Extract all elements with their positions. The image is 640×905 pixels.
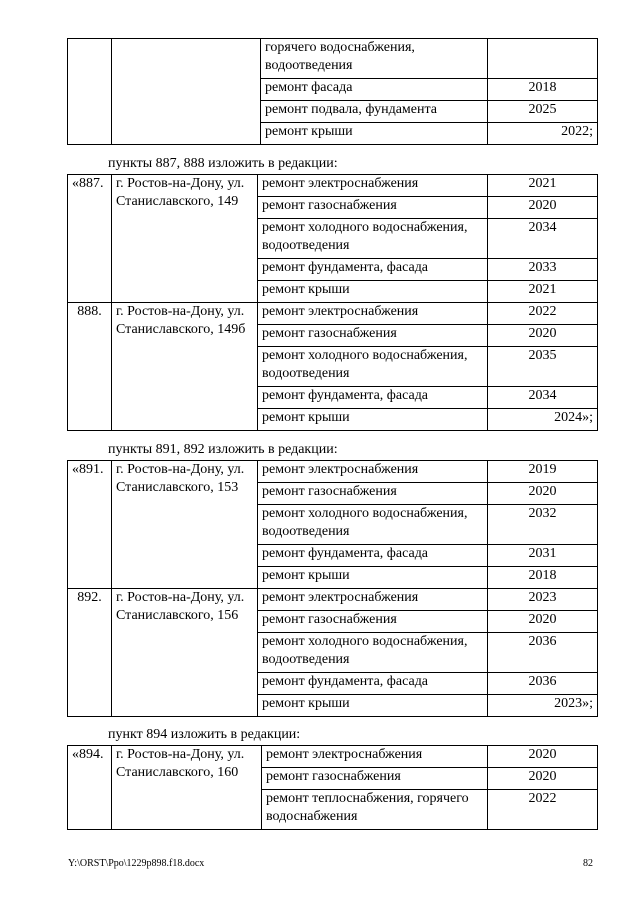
work-cell: ремонт электроснабжения	[258, 303, 488, 325]
year-cell: 2034	[488, 219, 598, 259]
empty-address-cell	[112, 39, 261, 145]
entry-number: 892.	[68, 589, 112, 717]
work-cell: ремонт теплоснабжения, горячего водоснабжения	[262, 790, 488, 830]
work-cell: ремонт электроснабжения	[258, 175, 488, 197]
work-cell: ремонт холодного водоснабжения, водоотведения	[258, 219, 488, 259]
year-cell	[488, 39, 598, 79]
work-cell: ремонт электроснабжения	[258, 461, 488, 483]
file-path-footer: Y:\ORST\Ppo\1229p898.f18.docx	[68, 858, 205, 869]
work-cell: ремонт фундамента, фасада	[258, 545, 488, 567]
entry-number: «891.	[68, 461, 112, 589]
work-cell: ремонт фундамента, фасада	[258, 387, 488, 409]
work-cell: ремонт крыши	[258, 409, 488, 431]
year-cell: 2023»;	[488, 695, 598, 717]
work-cell: ремонт холодного водоснабжения, водоотведения	[258, 347, 488, 387]
year-cell: 2022;	[488, 123, 598, 145]
work-cell: ремонт фундамента, фасада	[258, 673, 488, 695]
work-cell: ремонт газоснабжения	[258, 483, 488, 505]
year-cell: 2036	[488, 633, 598, 673]
year-cell: 2020	[488, 325, 598, 347]
year-cell: 2036	[488, 673, 598, 695]
entry-address: г. Ростов-на-Дону, ул. Станиславского, 153	[112, 461, 258, 589]
empty-num-cell	[68, 39, 112, 145]
work-cell: ремонт крыши	[261, 123, 488, 145]
work-cell: ремонт подвала, фундамента	[261, 101, 488, 123]
work-cell: ремонт газоснабжения	[262, 768, 488, 790]
entry-number: «887.	[68, 175, 112, 303]
year-cell: 2022	[488, 790, 598, 830]
section-heading: пункты 887, 888 изложить в редакции:	[108, 156, 338, 171]
section-heading: пункт 894 изложить в редакции:	[108, 727, 301, 742]
year-cell: 2035	[488, 347, 598, 387]
page-number: 82	[583, 858, 593, 869]
year-cell: 2020	[488, 768, 598, 790]
entry-number: «894.	[68, 746, 112, 830]
year-cell: 2018	[488, 567, 598, 589]
section-table	[67, 745, 598, 830]
year-cell: 2021	[488, 281, 598, 303]
year-cell: 2033	[488, 259, 598, 281]
entry-address: г. Ростов-на-Дону, ул. Станиславского, 149	[112, 175, 258, 303]
year-cell: 2020	[488, 611, 598, 633]
work-cell: ремонт газоснабжения	[258, 325, 488, 347]
section-table	[67, 460, 598, 717]
entry-address: г. Ростов-на-Дону, ул. Станиславского, 156	[112, 589, 258, 717]
work-cell: горячего водоснабжения, водоотведения	[261, 39, 488, 79]
year-cell: 2025	[488, 101, 598, 123]
year-cell: 2021	[488, 175, 598, 197]
entry-address: г. Ростов-на-Дону, ул. Станиславского, 149б	[112, 303, 258, 431]
continuation-table	[67, 38, 598, 145]
work-cell: ремонт газоснабжения	[258, 197, 488, 219]
section-table	[67, 174, 598, 431]
work-cell: ремонт фундамента, фасада	[258, 259, 488, 281]
year-cell: 2020	[488, 483, 598, 505]
entry-number: 888.	[68, 303, 112, 431]
year-cell: 2031	[488, 545, 598, 567]
year-cell: 2034	[488, 387, 598, 409]
work-cell: ремонт фасада	[261, 79, 488, 101]
year-cell: 2023	[488, 589, 598, 611]
entry-address: г. Ростов-на-Дону, ул. Станиславского, 160	[112, 746, 262, 830]
work-cell: ремонт холодного водоснабжения, водоотведения	[258, 505, 488, 545]
work-cell: ремонт газоснабжения	[258, 611, 488, 633]
year-cell: 2020	[488, 197, 598, 219]
year-cell: 2020	[488, 746, 598, 768]
work-cell: ремонт электроснабжения	[262, 746, 488, 768]
year-cell: 2032	[488, 505, 598, 545]
year-cell: 2022	[488, 303, 598, 325]
year-cell: 2024»;	[488, 409, 598, 431]
work-cell: ремонт крыши	[258, 695, 488, 717]
work-cell: ремонт электроснабжения	[258, 589, 488, 611]
work-cell: ремонт холодного водоснабжения, водоотведения	[258, 633, 488, 673]
year-cell: 2018	[488, 79, 598, 101]
section-heading: пункты 891, 892 изложить в редакции:	[108, 442, 338, 457]
year-cell: 2019	[488, 461, 598, 483]
work-cell: ремонт крыши	[258, 567, 488, 589]
work-cell: ремонт крыши	[258, 281, 488, 303]
